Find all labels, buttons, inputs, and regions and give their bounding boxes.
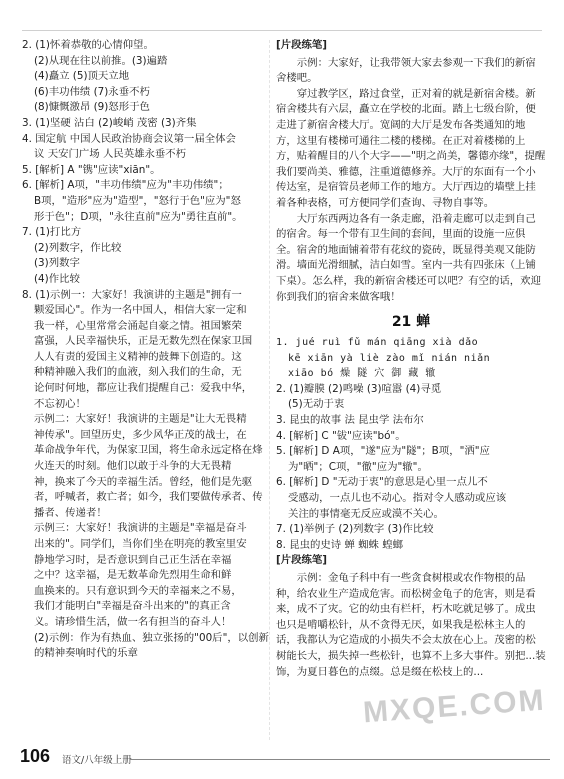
answer-line: 神，换来了今天的幸福生活。曾经，他们是先驱 <box>34 475 253 488</box>
answer-line: (4)矗立 (5)顶天立地 <box>34 70 130 83</box>
answer-line: 3. (1)坚硬 沾白 (2)峻峭 茂密 (3)齐集 <box>22 116 197 129</box>
answer-line: 种精神融入我们的血液，刻入我们的生命，无 <box>34 366 242 379</box>
answer-line: 2. (1)怀着恭敬的心情仰望。 <box>22 39 154 51</box>
answer-line: 5. [解析] A "镌"应读"xiān"。 <box>22 163 161 176</box>
answer-line: 示例二：大家好！我演讲的主题是"让大无畏精 <box>34 413 247 426</box>
answer-line: 革命战争年代，为保家卫国，将生命永远定格在烽 <box>34 444 263 457</box>
answer-line: 我们才能明白"幸福是奋斗出来的"的真正含 <box>34 600 231 613</box>
right-column <box>276 38 546 680</box>
answer-line: 义。请珍惜生活，做一名有担当的奋斗人！ <box>34 615 232 628</box>
answer-line: 5. [解析] D A项，"遂"应为"隧"；B项，"洒"应 <box>276 445 490 458</box>
answer-line: 3. 昆虫的故事 法 昆虫学 法布尔 <box>276 414 424 427</box>
snippet-heading-1: [片段练笔] <box>276 39 328 51</box>
answer-line: 出来的"。同学们，当你们坐在明亮的教室里安 <box>34 538 247 550</box>
answer-line: 7. (1)打比方 <box>22 226 82 239</box>
chapter-answers <box>276 335 546 553</box>
answer-line: 人人有责的爱国主义精神的鼓舞下创造的。这 <box>34 350 242 363</box>
answer-line: 7. (1)举例子 (2)列数字 (3)作比较 <box>276 523 434 536</box>
paragraph: 穿过教学区，路过食堂，正对着的就是新宿舍楼。新宿舍楼共有六层，矗立在学校的北面。踏上七级台阶，便走进了新宿舍楼大厅。宽阔的大厅是发布各类通知的地方，这里有楼梯可通往二楼的楼梯。在正对着楼梯的上方，贴着醒目的八个大字——"明之尚美，馨德亦缘"，提醒我们要尚美、雅德，注重道德修养。大厅的东面有一个小传达室，是宿管员老师工作的地方。大厅西边的墙壁上挂着各种表格，可方便同学们查询、寻物自事等。 <box>276 87 546 209</box>
answer-line: 之中？这幸福，是无数革命先烈用生命和鲜 <box>34 569 232 582</box>
answer-line: 6. [解析] D "无动于衷"的意思是心里一点儿不 <box>276 476 488 489</box>
footer-rule <box>130 759 550 760</box>
answer-line: 形于色"；D项，"永往直前"应为"勇往直前"。 <box>34 210 243 223</box>
answer-line: 为"晒"；C项，"徹"应为"辙"。 <box>288 460 428 473</box>
answer-line: 神传承"。回望历史，多少风华正茂的战士，在 <box>34 428 247 441</box>
page-footer <box>20 746 550 770</box>
answer-line: (3)列数字 <box>34 257 80 270</box>
answer-line: 火连天的时刻。他们以敢于斗争的大无畏精 <box>34 460 232 473</box>
top-rule <box>22 30 542 31</box>
answer-line: 示例三：大家好！我演讲的主题是"幸福是奋斗 <box>34 522 247 535</box>
answer-line: kē xiān yà liè zào mǐ nián niǎn <box>288 352 491 364</box>
answer-line: (2)示例：作为有热血、独立张扬的"00后"，以创新 <box>34 631 269 644</box>
answer-line: B项，"造形"应为"造型"，"怒行于色"应为"怒 <box>34 194 241 207</box>
answer-line: 1. jué ruì fǔ mán qiāng xià dǎo <box>276 337 479 349</box>
answer-line: 8. (1)示例一：大家好！我演讲的主题是"拥有一 <box>22 288 242 301</box>
snippet-paragraphs-1 <box>276 56 546 306</box>
answer-line: (5)无动于衷 <box>288 398 345 411</box>
answer-line: (8)慷慨激昂 (9)怒形于色 <box>34 101 150 114</box>
left-column <box>22 38 284 662</box>
answer-line: 6. [解析] A项，"丰功伟绩"应为"丰功伟绩"； <box>22 179 229 192</box>
answer-line: 者，呼喊者，救亡者；如今，我们要做传承者、传 <box>34 491 263 504</box>
answer-line: 富强，人民幸福快乐，正是无数先烈在保家卫国 <box>34 335 253 348</box>
answer-line: 4. 国定航 中国人民政治协商会议第一届全体会 <box>22 132 236 145</box>
answer-line: 颗爱国心"。作为一名中国人，相信大家一定和 <box>34 304 247 317</box>
answer-line: 静地学习时，是否意识到自己正生活在幸福 <box>34 553 232 566</box>
book-info: 语文/八年级上册 <box>62 755 132 766</box>
answer-line: (4)作比较 <box>34 272 80 285</box>
answer-line: xiāo bó 燥 隧 穴 御 藏 辙 <box>288 368 436 380</box>
answer-line: 议 天安门广场 人民英雄永垂不朽 <box>34 148 187 161</box>
chapter-title: 21 蝉 <box>391 314 431 331</box>
answer-line: 播者、传递者！ <box>34 506 107 519</box>
page-number: 106 <box>20 746 51 766</box>
paragraph: 示例：大家好，让我带领大家去参观一下我们的新宿舍楼吧。 <box>276 56 536 85</box>
answer-line: 受感动，一点儿也不动心。指对令人感动或应该 <box>288 492 507 505</box>
answer-line: 不忘初心！ <box>34 397 86 410</box>
paragraph: 大厅东西两边各有一条走廊，沿着走廊可以走到自己的宿舍。每一个带有卫生间的套间，里面的设施一应俱全。宿舍的地面铺着带有花纹的瓷砖，既显得美观又能防滑。墙面光滑细腻，洁白如雪。室内一共有四张床（上铺下桌）。怎么样，我的新宿舍楼还可以吧？有空的话，欢迎你到我们的宿舍来做客哦！ <box>276 212 541 303</box>
answer-line: 2. (1)瓣膜 (2)鸣噪 (3)喧嚣 (4)寻觅 <box>276 382 442 395</box>
answer-line: 论何时何地，都应让我们提醒自己：爱我中华， <box>34 382 253 395</box>
answer-line: 血换来的。只有意识到今天的幸福来之不易， <box>34 584 242 597</box>
paragraph: 示例：金龟子科中有一些贪食树根或农作物根的品种，给农业生产造成危害。而松树金龟子的危害，则是看来，成不了灾。它的幼虫有栏杆，朽木吃就足够了。成虫也只是啃嚼松针，从不贪得无厌，如果我是松林主人的话，我都认为它造成的小损失不会太放在心上。茂密的松树能长大，损失掉一些松针，也算不上多大事件。别把...装饰，为夏日暮色的点缀。总是缀在松枝上的... <box>276 572 546 678</box>
answer-line: (6)丰功伟绩 (7)永垂不朽 <box>34 85 150 98</box>
snippet-paragraphs-2 <box>276 571 546 680</box>
answer-line: 关注的事情毫无反应或漠不关心。 <box>288 507 444 520</box>
answer-line: (2)列数字，作比较 <box>34 241 122 254</box>
answer-line: 我一样，心里常常会涌起自豪之情。祖国繁荣 <box>34 319 242 332</box>
snippet-heading-2: [片段练笔] <box>276 554 328 567</box>
answer-line: (2)从现在往以前推。(3)遍踏 <box>34 54 168 67</box>
answer-line: 4. [解析] C "钹"应读"bó"。 <box>276 429 406 442</box>
watermark-logo: MXQE.COM <box>362 683 547 730</box>
answer-line: 的精神奏响时代的乐章 <box>34 647 138 660</box>
answer-line: 8. 昆虫的史诗 蝉 蜘蛛 蝗螂 <box>276 538 404 551</box>
